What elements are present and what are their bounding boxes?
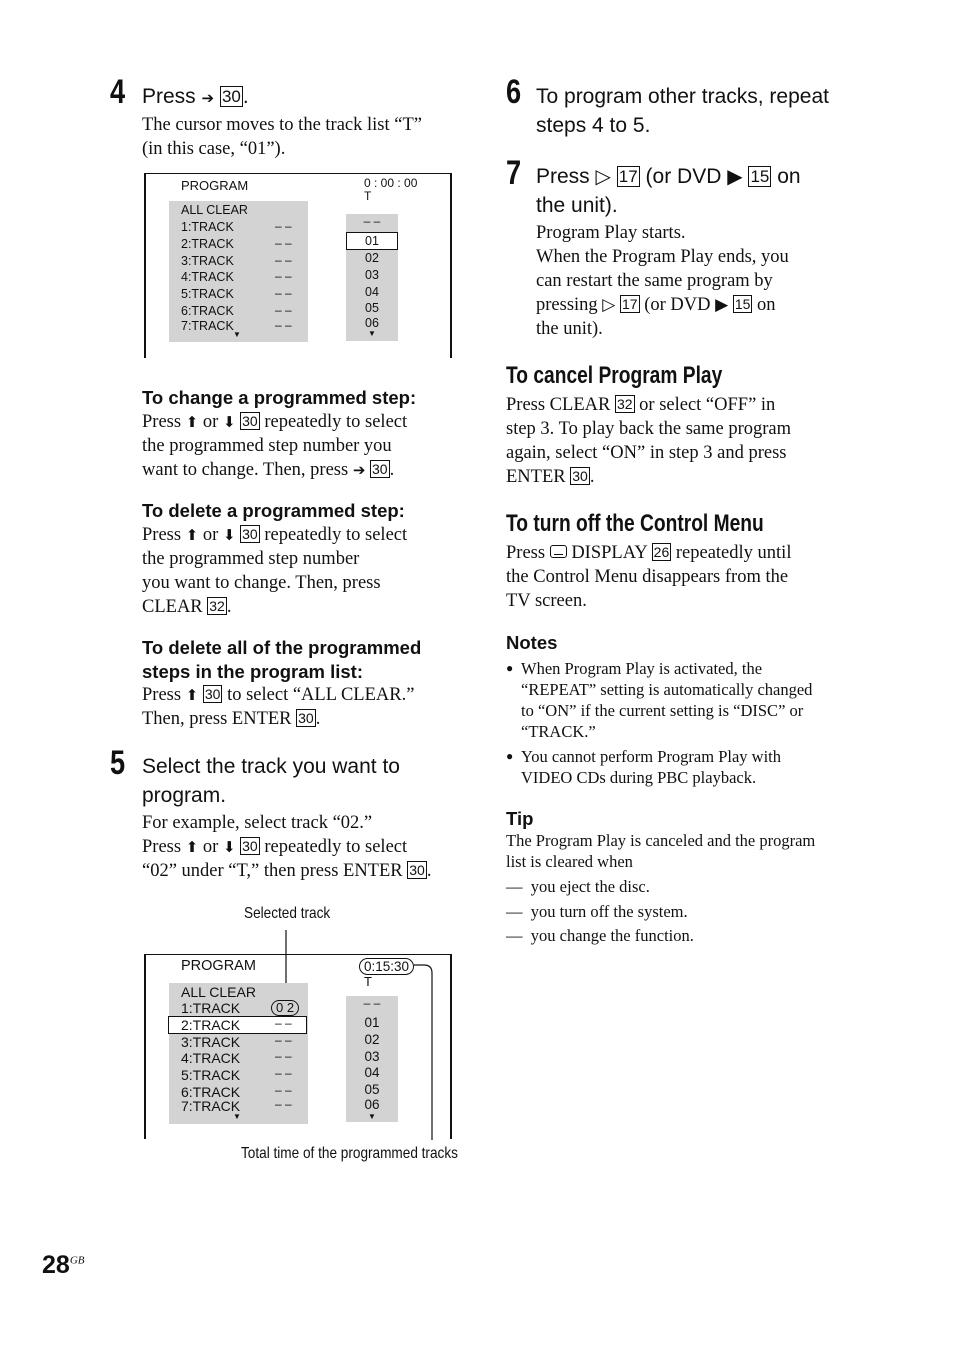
- turn-off-line: [506, 541, 791, 565]
- down-arrow-icon: ⬇: [222, 526, 236, 544]
- scroll-down-icon: ▼: [233, 330, 241, 339]
- dash: —: [506, 926, 523, 945]
- play-icon: ▷: [602, 295, 616, 315]
- cancel-line: step 3. To play back the same program: [506, 419, 792, 439]
- title-line: steps 4 to 5.: [536, 114, 651, 137]
- menu-row-track-5[interactable]: 5:TRACK: [181, 1067, 241, 1083]
- text: repeatedly to select: [264, 837, 408, 857]
- tip-list-item: [506, 876, 694, 901]
- text: or: [202, 837, 219, 857]
- text: or select “OFF” in: [639, 395, 776, 415]
- cancel-body: [506, 393, 791, 489]
- bullet-icon: ●: [506, 749, 514, 763]
- menu-row-track-4[interactable]: 4:TRACK: [181, 1050, 241, 1066]
- text: Press: [142, 525, 182, 545]
- text: want to change. Then, press: [142, 460, 349, 480]
- menu-row-value: – –: [275, 1066, 292, 1080]
- turn-off-line: the Control Menu disappears from the: [506, 567, 789, 587]
- key-30: 30: [242, 838, 258, 854]
- track-list-item[interactable]: – –: [363, 996, 381, 1010]
- text: Press: [506, 543, 546, 563]
- key-30: 30: [372, 461, 388, 477]
- text: repeatedly to select: [264, 412, 408, 432]
- menu-row-label: 2:TRACK: [181, 1017, 241, 1033]
- note-2: [521, 746, 781, 788]
- track-list-item[interactable]: 02: [364, 1032, 380, 1047]
- key-17: 17: [622, 296, 638, 312]
- text: Press: [536, 165, 590, 188]
- title-line: program.: [142, 784, 227, 807]
- menu-row-track-6[interactable]: 6:TRACK: [181, 1084, 241, 1100]
- text: or: [202, 412, 219, 432]
- delete-step-line: the programmed step number: [142, 549, 360, 569]
- title-line: [536, 162, 801, 191]
- dash: —: [506, 877, 523, 896]
- text: repeatedly to select: [264, 525, 408, 545]
- menu-row-value: – –: [275, 318, 292, 332]
- notes-heading: Notes: [506, 632, 558, 653]
- note-1: [521, 658, 812, 742]
- play-icon: ▷: [595, 164, 611, 188]
- total-time-caption: Total time of the programmed tracks: [241, 1145, 458, 1162]
- menu-row-value: – –: [275, 1083, 292, 1097]
- key-26: 26: [653, 544, 670, 560]
- step-number-6: 6: [506, 73, 522, 111]
- step-4-body-line: (in this case, “01”).: [142, 139, 286, 159]
- tip-list-item: [506, 925, 694, 949]
- text: Press: [142, 837, 182, 857]
- text: or: [202, 525, 219, 545]
- step-7-line: the unit).: [536, 319, 603, 339]
- menu-row-value: – –: [275, 253, 292, 267]
- scroll-down-icon: ▼: [368, 1112, 376, 1121]
- step-7-line: When the Program Play ends, you: [536, 247, 789, 267]
- step-number-4: 4: [110, 73, 126, 111]
- bullet-icon: ●: [506, 661, 514, 675]
- menu-row-track-3[interactable]: 3:TRACK: [181, 1034, 241, 1050]
- track-list-item[interactable]: 03: [365, 268, 379, 282]
- heading-line: steps in the program list:: [142, 661, 364, 682]
- down-arrow-icon: ⬇: [222, 413, 236, 431]
- right-arrow-icon: ➔: [201, 89, 215, 107]
- up-arrow-icon: ⬆: [185, 838, 199, 856]
- title-line: Select the track you want to: [142, 755, 400, 778]
- page-number-value: 28: [42, 1251, 70, 1279]
- note-line: to “ON” if the current setting is “DISC” or: [521, 701, 804, 720]
- text: ENTER: [506, 467, 566, 487]
- screen-time: 0 : 00 : 00: [364, 176, 418, 190]
- track-list-item[interactable]: 03: [364, 1049, 380, 1064]
- tip-line: list is cleared when: [506, 852, 633, 871]
- program-screen-2: [144, 954, 452, 1139]
- key-30: 30: [572, 468, 588, 484]
- screen-t-label: T: [364, 189, 372, 203]
- text: .: [226, 597, 232, 617]
- track-list-item[interactable]: 04: [364, 1065, 380, 1080]
- scroll-down-icon: ▼: [368, 329, 376, 338]
- tip-item-text: you turn off the system.: [530, 902, 688, 921]
- text: on: [777, 165, 801, 188]
- track-list-item-selected[interactable]: 01: [346, 232, 398, 250]
- menu-row-all-clear[interactable]: ALL CLEAR: [181, 984, 256, 1000]
- screen-time: 0:15:30: [359, 958, 414, 975]
- page-suffix: GB: [69, 1254, 85, 1267]
- down-arrow-icon: ⬇: [222, 838, 236, 856]
- track-list-item[interactable]: 05: [364, 1082, 380, 1097]
- up-arrow-icon: ⬆: [185, 526, 199, 544]
- menu-row-value: – –: [275, 269, 292, 283]
- track-list-item[interactable]: – –: [363, 214, 381, 228]
- key-32: 32: [616, 396, 633, 412]
- tip-item-text: you eject the disc.: [530, 877, 650, 896]
- menu-row-value-selected: 0 2: [271, 1000, 299, 1016]
- key-30: 30: [221, 87, 241, 106]
- note-line: When Program Play is activated, the: [521, 659, 763, 678]
- scroll-down-icon: ▼: [233, 1112, 241, 1121]
- step-7-line: Program Play starts.: [536, 223, 686, 243]
- track-list-item[interactable]: 04: [365, 285, 379, 299]
- text: pressing: [536, 295, 598, 315]
- step-number-5: 5: [110, 744, 126, 782]
- key-32: 32: [209, 598, 225, 614]
- menu-row-track-2-highlighted[interactable]: [168, 1016, 307, 1034]
- text: .: [315, 709, 321, 729]
- page-number: [42, 1251, 84, 1280]
- heading-line: To delete all of the programmed: [142, 637, 422, 658]
- key-30: 30: [242, 526, 258, 542]
- step-6-title: [536, 82, 829, 140]
- cancel-line: [506, 465, 791, 489]
- tip-list-item: [506, 901, 694, 925]
- menu-row-track-2[interactable]: 2:TRACK: [181, 237, 234, 251]
- change-step-line: the programmed step number you: [142, 436, 392, 456]
- text: on: [757, 295, 776, 315]
- up-arrow-icon: ⬆: [185, 686, 199, 704]
- track-list-item[interactable]: 02: [365, 251, 379, 265]
- tip-body: [506, 830, 815, 872]
- text: Then, press ENTER: [142, 709, 292, 729]
- track-list-item[interactable]: 06: [364, 1097, 380, 1112]
- right-arrow-icon: ➔: [352, 461, 366, 479]
- track-list-item[interactable]: 01: [364, 1015, 380, 1030]
- dash: —: [506, 902, 523, 921]
- note-line: “TRACK.”: [521, 722, 596, 741]
- tip-heading: Tip: [506, 808, 534, 829]
- key-15: 15: [750, 167, 770, 186]
- text: “02” under “T,” then press ENTER: [142, 861, 403, 881]
- tip-item-text: you change the function.: [530, 926, 694, 945]
- key-30: 30: [298, 710, 314, 726]
- turn-off-body: [506, 541, 791, 613]
- menu-row-value: – –: [275, 236, 292, 250]
- menu-row-value: – –: [275, 219, 292, 233]
- text: to select “ALL CLEAR.”: [227, 685, 415, 705]
- track-list-item[interactable]: 06: [365, 316, 379, 330]
- turn-off-line: TV screen.: [506, 591, 587, 611]
- step-7-title: [536, 162, 801, 220]
- display-icon: [550, 545, 567, 558]
- text: CLEAR: [142, 597, 203, 617]
- menu-row-track-7[interactable]: 7:TRACK: [181, 1098, 241, 1114]
- text: (or DVD: [644, 295, 711, 315]
- turn-off-heading: To turn off the Control Menu: [506, 510, 764, 537]
- delete-step-heading: To delete a programmed step:: [142, 500, 405, 521]
- text: Press: [142, 685, 182, 705]
- key-30: 30: [204, 686, 221, 702]
- track-list: [346, 996, 398, 1122]
- text: Press: [142, 412, 182, 432]
- cancel-line: [506, 393, 791, 417]
- menu-row-track-1[interactable]: 1:TRACK: [181, 220, 234, 234]
- display-icon-line: [554, 554, 563, 555]
- menu-row-value: – –: [275, 303, 292, 317]
- tip-line: The Program Play is canceled and the program: [506, 831, 816, 850]
- step-number-7: 7: [506, 154, 522, 192]
- menu-row-value: – –: [275, 1049, 292, 1063]
- key-30: 30: [409, 862, 425, 878]
- screen-t-label: T: [364, 974, 372, 989]
- step-5-line: For example, select track “02.”: [142, 813, 373, 833]
- step-4-body-line: The cursor moves to the track list “T”: [142, 115, 422, 135]
- text: (or DVD: [645, 165, 722, 188]
- text: repeatedly until: [675, 543, 792, 563]
- key-15: 15: [734, 296, 751, 312]
- program-menu: [169, 983, 308, 1124]
- cancel-heading: To cancel Program Play: [506, 362, 723, 389]
- menu-row-all-clear[interactable]: ALL CLEAR: [181, 203, 248, 217]
- menu-row-value: – –: [275, 286, 292, 300]
- step-7-line: [536, 293, 789, 317]
- text: .: [426, 861, 432, 881]
- menu-row-track-3[interactable]: 3:TRACK: [181, 254, 234, 268]
- menu-row-track-4[interactable]: 4:TRACK: [181, 270, 234, 284]
- menu-row-track-6[interactable]: 6:TRACK: [181, 304, 234, 318]
- menu-row-value: – –: [275, 1097, 292, 1111]
- menu-row-track-7[interactable]: 7:TRACK: [181, 319, 234, 333]
- dvd-play-icon: ▶: [715, 295, 729, 315]
- text: DISPLAY: [571, 543, 648, 563]
- menu-row-track-5[interactable]: 5:TRACK: [181, 287, 234, 301]
- cancel-line: again, select “ON” in step 3 and press: [506, 443, 787, 463]
- step-7-body: [536, 221, 789, 341]
- text: .: [389, 460, 395, 480]
- up-arrow-icon: ⬆: [185, 413, 199, 431]
- note-line: You cannot perform Program Play with: [521, 747, 782, 766]
- step-7-line: can restart the same program by: [536, 271, 773, 291]
- screen-title: PROGRAM: [181, 178, 249, 193]
- selected-track-caption: Selected track: [244, 905, 331, 922]
- title-line: the unit).: [536, 194, 618, 217]
- text: Press CLEAR: [506, 395, 611, 415]
- tip-list: [506, 876, 694, 949]
- screen-title: PROGRAM: [181, 958, 256, 974]
- key-17: 17: [618, 167, 638, 186]
- key-30: 30: [242, 413, 258, 429]
- menu-row-value: – –: [275, 1016, 292, 1030]
- step-4-title-text: Press: [142, 85, 196, 108]
- change-step-heading: To change a programmed step:: [142, 387, 417, 408]
- delete-step-line: you want to change. Then, press: [142, 573, 381, 593]
- title-line: To program other tracks, repeat: [536, 85, 829, 108]
- note-line: “REPEAT” setting is automatically changed: [521, 680, 813, 699]
- menu-row-track-1[interactable]: 1:TRACK: [181, 1000, 241, 1016]
- dvd-play-icon: ▶: [727, 164, 743, 188]
- menu-row-value: – –: [275, 1033, 292, 1047]
- note-line: VIDEO CDs during PBC playback.: [521, 768, 757, 787]
- track-list-item[interactable]: 05: [365, 301, 379, 315]
- text: .: [589, 467, 595, 487]
- period: .: [242, 85, 249, 108]
